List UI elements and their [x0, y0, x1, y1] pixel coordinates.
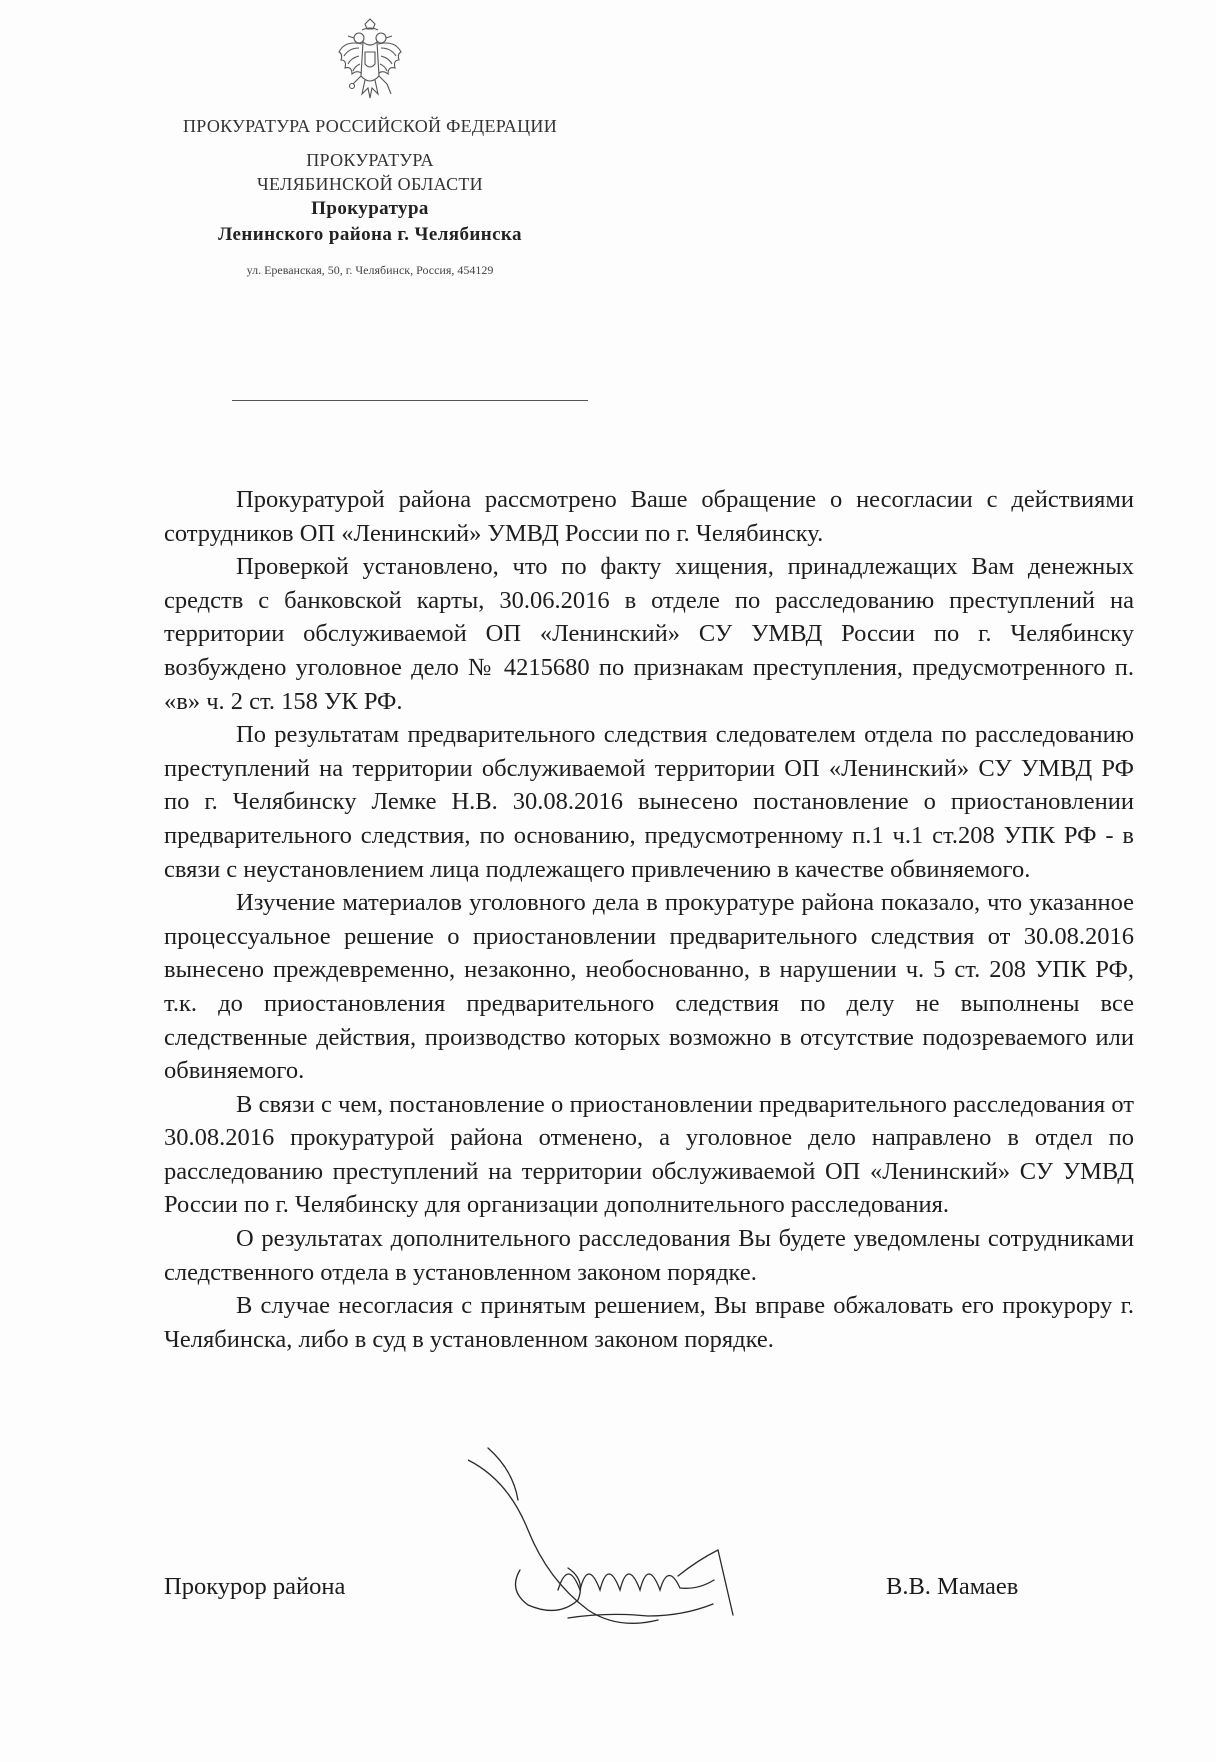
paragraph: По результатам предварительного следствия следователем отдела по расследованию преступлений на территории обслуживаемой территории ОП «Ленинский» СУ УМВД РФ по г. Челябинску Лемке Н.В. 30.08.2016 вынесено постановление о приостановлении предварительного следствия, по основанию, предусмотренному п.1 ч.1 ст.208 УПК РФ - в связи с неустановлением лица подлежащего привлечению в качестве обвиняемого. — [164, 721, 1134, 883]
paragraph: В случае несогласия с принятым решением, Вы вправе обжаловать его прокурору г. Челябинска, либо в суд в установленном законом порядке. — [164, 1292, 1134, 1353]
org-line-district-title: Прокуратура — [311, 198, 429, 219]
signer-title: Прокурор района — [164, 1573, 346, 1600]
org-line-region: ЧЕЛЯБИНСКОЙ ОБЛАСТИ — [257, 174, 483, 194]
letterhead — [150, 18, 590, 278]
letter-body — [164, 483, 1134, 1356]
signer-name: В.В. Мамаев — [886, 1573, 1019, 1600]
paragraph: Прокуратурой района рассмотрено Ваше обращение о несогласии с действиями сотрудников ОП «Ленинский» УМВД России по г. Челябинску. — [164, 486, 1134, 547]
handwritten-signature-icon — [468, 1440, 818, 1670]
double-headed-eagle-emblem-icon — [335, 18, 405, 108]
paragraph: Проверкой установлено, что по факту хищения, принадлежащих Вам денежных средств с банковской карты, 30.06.2016 в отделе по расследованию преступлений на территории обслуживаемой ОП «Ленинский» СУ УМВД России по г. Челябинску возбуждено уголовное дело № 4215680 по признакам преступления, предусмотренного п. «в» ч. 2 ст. 158 УК РФ. — [164, 553, 1134, 715]
org-line-district-name: Ленинского района г. Челябинска — [218, 224, 522, 245]
org-address: ул. Ереванская, 50, г. Челябинск, Россия, 454129 — [246, 263, 494, 277]
paragraph: В связи с чем, постановление о приостановлении предварительного расследования от 30.08.2016 прокуратурой района отменено, а уголовное дело направлено в отдел по расследованию преступлений на территории обслуживаемой ОП «Ленинский» СУ УМВД России по г. Челябинску для организации дополнительного расследования. — [164, 1090, 1134, 1219]
org-line-federal: ПРОКУРАТУРА РОССИЙСКОЙ ФЕДЕРАЦИИ — [182, 116, 557, 136]
org-line-prosecutor: ПРОКУРАТУРА — [306, 150, 434, 170]
paragraph: О результатах дополнительного расследования Вы будете уведомлены сотрудниками следственного отдела в установленном законом порядке. — [164, 1225, 1134, 1286]
recipient-blank-line — [232, 400, 588, 401]
paragraph: Изучение материалов уголовного дела в прокуратуре района показало, что указанное процессуальное решение о приостановлении предварительного следствия от 30.08.2016 вынесено преждевременно, незаконно, необоснованно, в нарушении ч. 5 ст. 208 УПК РФ, т.к. до приостановления предварительного следствия по делу не выполнены все следственные действия, производство которых возможно в отсутствие подозреваемого или обвиняемого. — [164, 889, 1134, 1085]
